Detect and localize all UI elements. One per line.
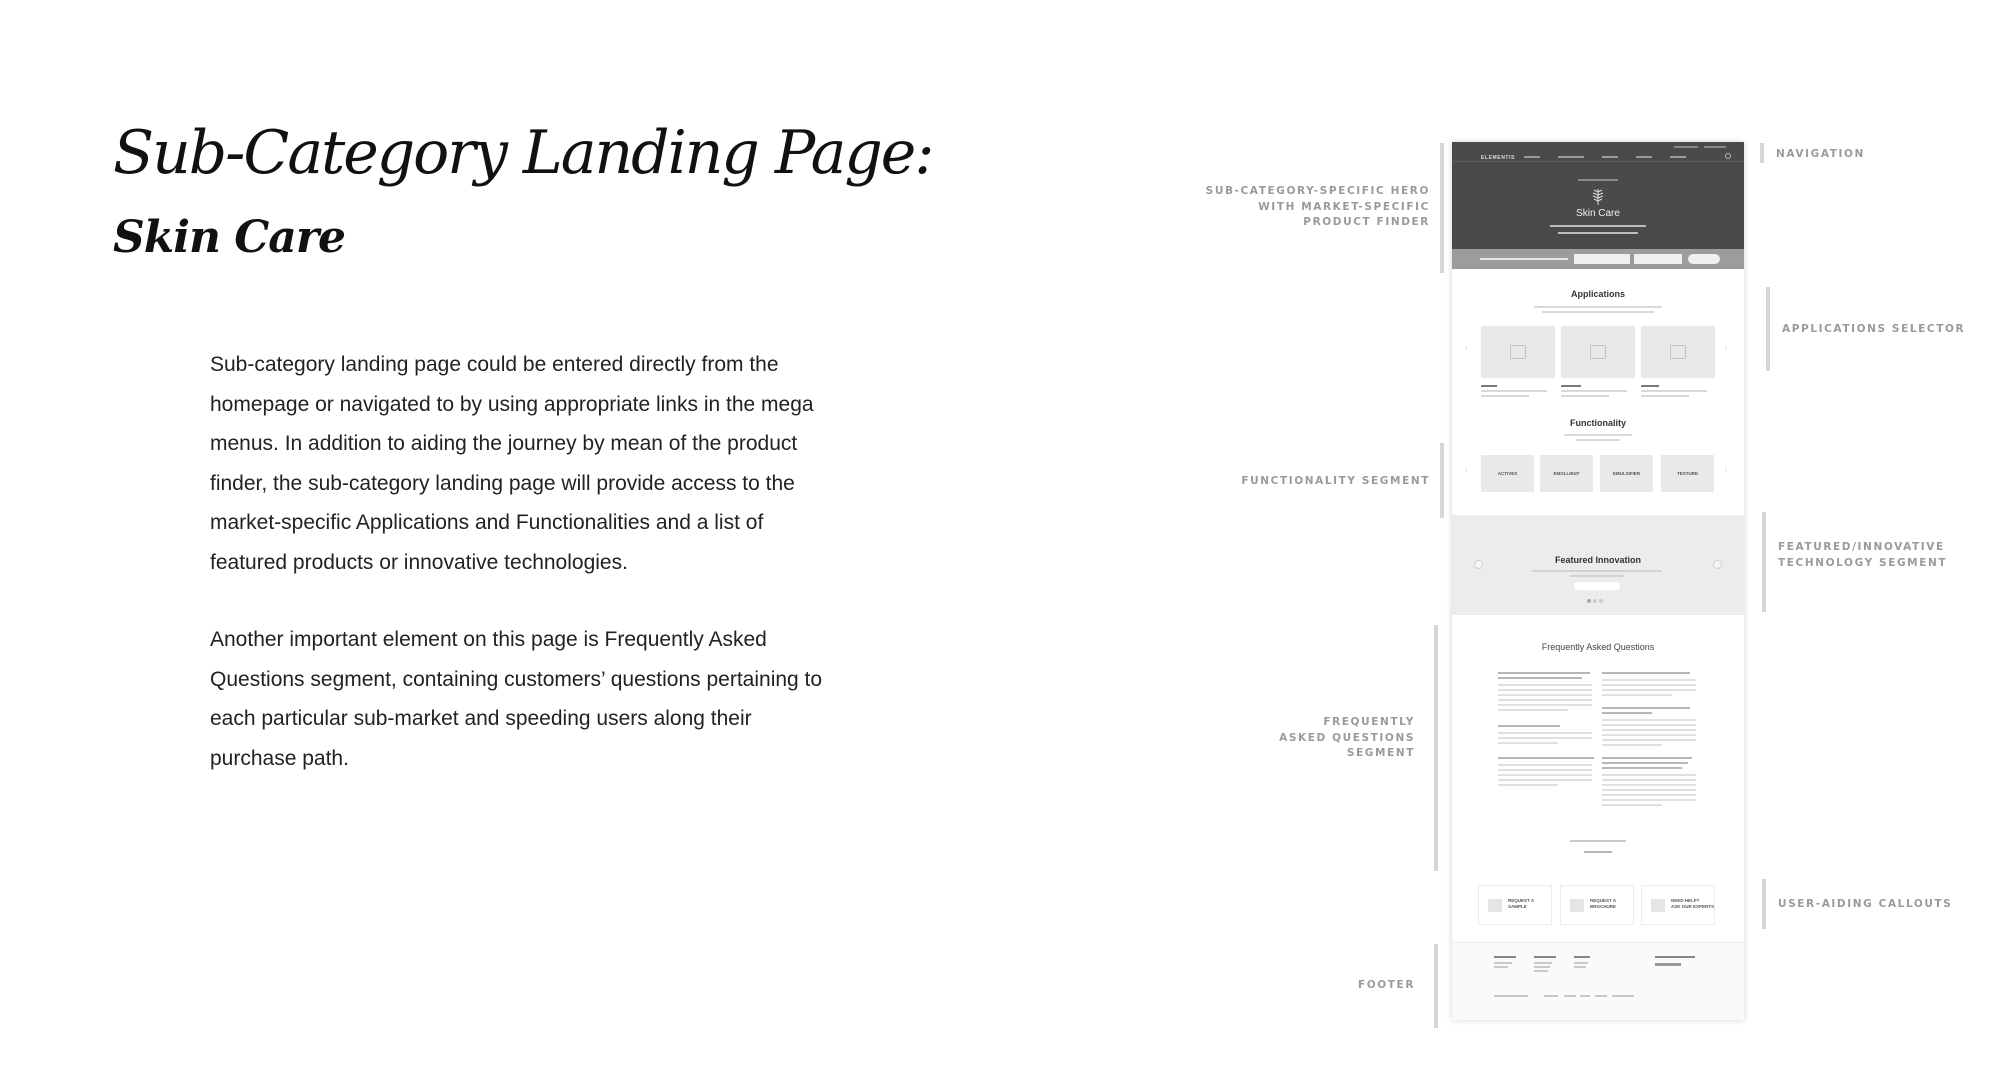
wireframe-application-card (1481, 326, 1555, 378)
desc-line: purchase path. (210, 746, 349, 770)
wireframe-callout-sample (1478, 885, 1552, 925)
wireframe-text-line (1576, 439, 1620, 441)
faq-answer (1602, 729, 1696, 731)
description-paragraph-2 (210, 620, 870, 778)
faq-answer (1602, 694, 1672, 696)
annotation-hero-line: PRODUCT FINDER (1303, 216, 1430, 228)
wireframe-card-text (1481, 395, 1529, 397)
footer-social (1655, 963, 1681, 966)
annotation-bar-callouts (1762, 879, 1766, 929)
wireframe-application-card (1641, 326, 1715, 378)
faq-answer (1498, 764, 1592, 766)
footer-heading (1494, 956, 1516, 958)
wireframe-nav (1452, 142, 1744, 162)
wireframe-card-caption (1481, 385, 1497, 387)
wireframe-card-text (1481, 390, 1547, 392)
desc-line: Questions segment, containing customers’ questions pertaining to (210, 667, 823, 691)
wireframe-featured-title: Featured Innovation (1554, 555, 1641, 565)
faq-question (1602, 712, 1652, 714)
wireframe-card-text (1561, 390, 1627, 392)
wireframe-featured-button (1574, 582, 1620, 590)
faq-question (1498, 677, 1582, 679)
wireframe-finder-button (1688, 254, 1720, 264)
annotation-bar-faq (1434, 625, 1438, 871)
functionality-label: ACTIVES (1497, 471, 1518, 476)
desc-line: Another important element on this page is Frequently Asked (210, 628, 767, 651)
faq-answer (1498, 709, 1568, 711)
image-placeholder-icon (1570, 899, 1584, 912)
footer-legal (1595, 995, 1607, 997)
chevron-left-icon: ‹ (1465, 345, 1468, 352)
desc-line: Sub-category landing page could be entered directly from the (210, 353, 779, 376)
wireframe-application-card (1561, 326, 1635, 378)
faq-answer (1602, 744, 1662, 746)
faq-answer (1602, 774, 1696, 776)
footer-legal (1494, 995, 1528, 997)
faq-answer (1602, 784, 1696, 786)
wireframe-callout-experts (1641, 885, 1715, 925)
faq-answer (1498, 684, 1592, 686)
footer-link (1494, 962, 1512, 964)
wireframe-functionality-title: Functionality (1570, 418, 1626, 428)
wireframe-card-text (1561, 395, 1609, 397)
wireframe-nav-link (1670, 156, 1686, 158)
faq-question (1498, 757, 1594, 759)
wireframe-card-caption (1641, 385, 1659, 387)
page-subtitle: Skin Care (113, 212, 345, 263)
faq-answer (1602, 679, 1696, 681)
annotation-bar-applications (1766, 287, 1770, 371)
wireframe-finder-select (1634, 254, 1682, 264)
wireframe-logo: ELEMENTIS (1481, 155, 1516, 161)
footer-heading (1574, 956, 1590, 958)
wireframe-applications-title: Applications (1570, 289, 1625, 299)
faq-answer (1498, 732, 1592, 734)
wireframe-text-line (1542, 311, 1654, 313)
wireframe-hero-title: Skin Care (1576, 208, 1620, 219)
faq-answer (1498, 779, 1592, 781)
faq-answer (1602, 739, 1696, 741)
wireframe-nav-link (1558, 156, 1584, 158)
wireframe-nav-link (1524, 156, 1540, 158)
footer-legal (1580, 995, 1590, 997)
faq-answer (1498, 689, 1592, 691)
annotation-hero-line: SUB-CATEGORY-SPECIFIC HERO (1205, 185, 1430, 197)
callout-text: ASK OUR EXPERTS (1671, 904, 1715, 909)
page-title: Sub-Category Landing Page: (113, 118, 933, 188)
faq-answer (1602, 724, 1696, 726)
faq-answer (1498, 704, 1592, 706)
wireframe-card-text (1641, 395, 1689, 397)
faq-question (1498, 672, 1590, 674)
wireframe-card-text (1641, 390, 1707, 392)
wireframe-topbar-link (1704, 146, 1726, 148)
faq-answer (1602, 719, 1696, 721)
annotation-faq-line: FREQUENTLY (1323, 716, 1415, 728)
annotation-featured-line: FEATURED/INNOVATIVE (1778, 541, 1945, 553)
chevron-right-icon: › (1725, 467, 1728, 474)
wireframe-breadcrumb (1578, 179, 1618, 181)
desc-line: menus. In addition to aiding the journey by mean of the product (210, 432, 798, 455)
wireframe-nav-link (1636, 156, 1652, 158)
desc-line: featured products or innovative technologies. (210, 550, 628, 574)
carousel-dot (1593, 599, 1597, 603)
desc-line: market-specific Applications and Functionalities and a list of (210, 511, 764, 534)
faq-question (1602, 762, 1688, 764)
callout-text: REQUEST A (1508, 898, 1535, 903)
faq-answer (1498, 774, 1592, 776)
annotation-functionality: FUNCTIONALITY SEGMENT (1241, 475, 1430, 487)
faq-question (1602, 767, 1682, 769)
faq-answer (1602, 734, 1696, 736)
faq-answer (1602, 799, 1696, 801)
faq-question (1602, 707, 1690, 709)
faq-answer (1498, 784, 1558, 786)
wireframe-text-line (1564, 434, 1632, 436)
faq-answer (1498, 742, 1558, 744)
leaf-emblem-icon (1590, 188, 1606, 206)
footer-link (1494, 966, 1508, 968)
wireframe-functionality-item (1481, 455, 1534, 492)
wireframe-hero (1452, 142, 1744, 249)
faq-answer (1602, 779, 1696, 781)
wireframe-finder-select (1574, 254, 1630, 264)
functionality-label: TEXTURE (1676, 471, 1698, 476)
annotation-callouts: USER-AIDING CALLOUTS (1778, 898, 1953, 910)
faq-more-text (1570, 840, 1626, 842)
footer-link (1534, 966, 1550, 968)
search-icon (1725, 153, 1731, 159)
callout-text: NEED HELP? (1671, 898, 1700, 903)
footer-link (1534, 962, 1552, 964)
footer-legal (1564, 995, 1576, 997)
faq-question (1498, 725, 1560, 727)
chevron-left-icon: ‹ (1465, 467, 1468, 474)
wireframe-functionality-item (1540, 455, 1593, 492)
footer-link (1574, 966, 1586, 968)
image-placeholder-icon (1488, 899, 1502, 912)
faq-answer (1602, 684, 1696, 686)
image-placeholder-icon (1670, 345, 1686, 359)
wireframe-callout-brochure (1560, 885, 1634, 925)
annotation-navigation: NAVIGATION (1776, 148, 1865, 160)
callout-text: REQUEST A (1590, 898, 1617, 903)
wireframe-hero-text (1558, 232, 1638, 234)
carousel-dot (1587, 599, 1591, 603)
callout-text: SAMPLE (1508, 904, 1527, 909)
wireframe-functionality-item (1661, 455, 1714, 492)
footer-legal (1612, 995, 1634, 997)
faq-answer (1498, 737, 1592, 739)
annotation-faq (1170, 715, 1415, 762)
footer-heading (1534, 956, 1556, 958)
faq-answer (1602, 804, 1662, 806)
desc-line: each particular sub-market and speeding users along their (210, 707, 752, 730)
functionality-label: EMOLLIENT (1553, 471, 1580, 476)
annotation-bar-navigation (1760, 143, 1764, 163)
wireframe-nav-link (1602, 156, 1618, 158)
wireframe-topbar-link (1674, 146, 1698, 148)
faq-question (1602, 757, 1692, 759)
annotation-applications: APPLICATIONS SELECTOR (1782, 323, 1966, 335)
faq-question (1602, 672, 1690, 674)
faq-more-link (1584, 851, 1612, 853)
faq-answer (1602, 789, 1696, 791)
description-paragraph-1 (210, 345, 870, 582)
annotation-bar-featured (1762, 512, 1766, 612)
footer-heading (1655, 956, 1695, 958)
faq-answer (1498, 699, 1592, 701)
wireframe-faq-title: Frequently Asked Questions (1541, 642, 1655, 652)
functionality-label: EMULSIFIER (1612, 471, 1641, 476)
callout-text: BROCHURE (1590, 904, 1617, 909)
wireframe-featured-segment (1452, 515, 1744, 615)
faq-answer (1498, 769, 1592, 771)
annotation-hero (1180, 184, 1430, 231)
footer-link (1534, 970, 1548, 972)
wireframe-text-line (1534, 306, 1662, 308)
image-placeholder-icon (1651, 899, 1665, 912)
annotation-footer: FOOTER (1357, 979, 1415, 991)
annotation-bar-functionality (1440, 443, 1444, 518)
image-placeholder-icon (1510, 345, 1526, 359)
faq-answer (1602, 794, 1696, 796)
faq-answer (1602, 689, 1696, 691)
wireframe-card-caption (1561, 385, 1581, 387)
desc-line: finder, the sub-category landing page will provide access to the (210, 471, 795, 495)
annotation-featured-line: TECHNOLOGY SEGMENT (1778, 556, 1948, 569)
desc-line: homepage or navigated to by using appropriate links in the mega (210, 392, 814, 416)
wireframe-text-line (1570, 575, 1624, 577)
annotation-featured (1778, 540, 1947, 571)
wireframe-product-finder (1452, 249, 1744, 269)
wireframe-mockup (1452, 142, 1744, 1020)
carousel-dot (1599, 599, 1603, 603)
wireframe-footer (1452, 942, 1744, 1020)
wireframe-functionality-item (1600, 455, 1653, 492)
annotation-faq-line: SEGMENT (1346, 747, 1415, 759)
chevron-right-icon: › (1725, 345, 1728, 352)
footer-link (1574, 962, 1588, 964)
image-placeholder-icon (1590, 345, 1606, 359)
wireframe-finder-label (1480, 258, 1568, 260)
wireframe-hero-text (1550, 225, 1646, 227)
annotation-bar-footer (1434, 944, 1438, 1028)
wireframe-text-line (1532, 570, 1662, 572)
annotation-hero-line: WITH MARKET-SPECIFIC (1258, 200, 1430, 213)
annotation-bar-hero (1440, 143, 1444, 273)
annotation-faq-line: ASKED QUESTIONS (1279, 731, 1415, 744)
footer-legal (1544, 995, 1558, 997)
faq-answer (1498, 694, 1592, 696)
